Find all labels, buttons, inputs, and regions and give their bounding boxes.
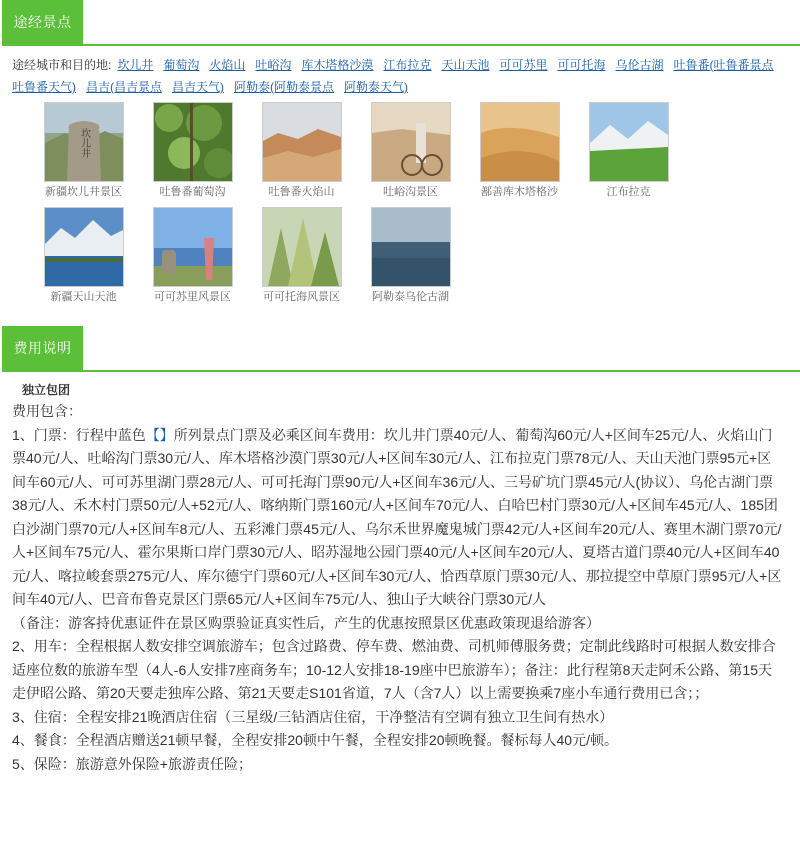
fee-section-tab[interactable]: 费用说明 bbox=[2, 326, 83, 370]
lake-snow-mountain-image bbox=[45, 208, 123, 286]
scenic-thumbnail-tuyugou[interactable] bbox=[371, 102, 451, 182]
desert-dune-image bbox=[481, 103, 559, 181]
fee-includes-label: 费用包含： bbox=[12, 403, 82, 419]
route-link-keke-suli[interactable]: 可可苏里 bbox=[499, 58, 548, 72]
scenic-caption[interactable]: 吐鲁番火焰山 bbox=[268, 186, 335, 198]
scenic-thumbnail-wulungu[interactable] bbox=[371, 207, 451, 287]
scenic-caption[interactable]: 吐峪沟景区 bbox=[383, 186, 438, 198]
route-label: 途经城市和目的地: bbox=[12, 58, 112, 72]
scenic-item bbox=[247, 207, 356, 312]
tuyugou-valley-image bbox=[372, 103, 450, 181]
route-link-tuyugou[interactable]: 吐峪沟 bbox=[255, 58, 292, 72]
route-link-huoyanshan[interactable]: 火焰山 bbox=[209, 58, 246, 72]
fee-section-header bbox=[2, 326, 800, 372]
flaming-mountain-image bbox=[263, 103, 341, 181]
scenic-caption[interactable]: 鄯善库木塔格沙 bbox=[481, 186, 558, 198]
fee-item-insurance: 5、保险：旅游意外保险+旅游责任险； bbox=[12, 755, 252, 772]
grape-vine-image bbox=[154, 103, 232, 181]
scenic-caption[interactable]: 阿勒泰乌伦古湖 bbox=[372, 291, 449, 303]
route-section-header bbox=[2, 0, 800, 46]
scenic-caption[interactable]: 可可托海风景区 bbox=[263, 291, 340, 303]
fee-item-tickets bbox=[12, 424, 782, 612]
scenic-item bbox=[356, 207, 465, 312]
route-link-wulungu-lake[interactable]: 乌伦古湖 bbox=[615, 58, 664, 72]
scenic-thumbnail-jiangbulake[interactable] bbox=[589, 102, 669, 182]
route-section-tab[interactable]: 途经景点 bbox=[2, 0, 83, 44]
blue-bracket-marker: 【】 bbox=[145, 426, 174, 443]
scenic-thumbnail-huoyanshan[interactable] bbox=[262, 102, 342, 182]
scenic-caption[interactable]: 江布拉克 bbox=[606, 186, 651, 198]
scenic-item bbox=[574, 102, 683, 207]
monument-text: 坎儿井 bbox=[78, 128, 89, 158]
scenic-item bbox=[29, 207, 138, 312]
scenic-caption[interactable]: 新疆天山天池 bbox=[50, 291, 117, 303]
scenic-thumbnail-kumtag[interactable] bbox=[480, 102, 560, 182]
fee-discount-note: （备注：游客持优惠证件在景区购票验证真实性后，产生的优惠按照景区优惠政策现退给游客） bbox=[12, 614, 600, 631]
scenic-thumbnail-tianchi[interactable] bbox=[44, 207, 124, 287]
scenic-thumbnail-kekesuli[interactable] bbox=[153, 207, 233, 287]
route-link-turpan-spots[interactable]: 吐鲁番(吐鲁番景点 bbox=[673, 58, 774, 72]
scenic-item bbox=[356, 102, 465, 207]
fee-item-hotel: 3、住宿：全程安排21晚酒店住宿（三星级/三钻酒店住宿，干净整洁有空调有独立卫生间有热水） bbox=[12, 708, 614, 725]
route-link-keke-tuohai[interactable]: 可可托海 bbox=[557, 58, 606, 72]
lake-stone-image bbox=[154, 208, 232, 286]
route-link-changji-spots[interactable]: 昌吉(昌吉景点 bbox=[86, 80, 162, 94]
forest-image bbox=[263, 208, 341, 286]
route-link-kumtag-desert[interactable]: 库木塔格沙漠 bbox=[301, 58, 374, 72]
scenic-item bbox=[247, 102, 356, 207]
scenic-item bbox=[465, 102, 574, 207]
route-link-kanerjing[interactable]: 坎儿井 bbox=[117, 58, 154, 72]
scenic-item bbox=[138, 102, 247, 207]
fee-item-tickets-detail: 所列景点门票及必乘区间车费用：坎儿井门票40元/人、葡萄沟60元/人+区间车25元/人、火焰山门票40元/人、吐峪沟门票30元/人、库木塔格沙漠门票30元/人+区间车30元/人、江布拉克门票78元/人、天山天池门票95元+区间车60元/人、可可苏里湖门票28元/人、可可托海门票90元/人+区间车36元/人、三号矿坑门票45元/人(协议）、乌伦古湖门票38元/人、禾木村门票50元/人+52元/人、喀纳斯门票160元/人+区间车70元/人、白哈巴村门票30元/人+区间车45元/人、185团白沙湖门票70元/人+区间车8元/人、五彩滩门票45元/人、乌尔禾世界魔鬼城门票42元/人+区间车20元/人、赛里木湖门票70元/人+区间车75元/人、霍尔果斯口岸门票30元/人、昭苏湿地公园门票40元/人+区间车20元/人、夏塔古道门票40元/人+区间车40元/人、喀拉峻套票275元/人、库尔德宁门票60元/人+区间车30元/人、恰西草原门票30元/人、那拉提空中草原门票95元/人+区间车40元/人、巴音布鲁克景区门票65元/人+区间车75元/人、独山子大峡谷门票30元/人 bbox=[12, 426, 782, 607]
fee-item-tickets-prefix: 1、门票：行程中蓝色 bbox=[12, 426, 146, 443]
lake-horizon-image bbox=[372, 208, 450, 286]
route-link-altay-weather[interactable]: 阿勒泰天气) bbox=[344, 80, 408, 94]
scenic-item bbox=[29, 102, 138, 207]
scenic-item bbox=[138, 207, 247, 312]
grassland-mountain-image bbox=[590, 103, 668, 181]
package-type: 独立包团 bbox=[22, 383, 71, 397]
fee-item-vehicle: 2、用车：全程根据人数安排空调旅游车；包含过路费、停车费、燃油费、司机师傅服务费；定制此线路时可根据人数安排合适座位数的旅游车型（4人-6人安排7座商务车；10-12人安排18-19座中巴旅游车）；备注：此行程第8天走阿禾公路、第15天走伊昭公路、第20天要走独库公路、第21天要走S101省道，7人（含7人）以上需要换乘7座小车通行费用已含；； bbox=[12, 638, 776, 701]
route-link-changji-weather[interactable]: 昌吉天气) bbox=[172, 80, 224, 94]
scenic-caption[interactable]: 新疆坎儿井景区 bbox=[45, 186, 122, 198]
scenic-caption[interactable]: 可可苏里风景区 bbox=[154, 291, 231, 303]
route-cities bbox=[2, 46, 800, 98]
scenic-thumbnail-putaogou[interactable] bbox=[153, 102, 233, 182]
stone-monument-image bbox=[45, 103, 123, 181]
route-link-jiangbulake[interactable]: 江布拉克 bbox=[383, 58, 432, 72]
fee-item-meals: 4、餐食：全程酒店赠送21顿早餐，全程安排20顿中午餐，全程安排20顿晚餐。餐标每人40元/顿。 bbox=[12, 732, 618, 748]
route-link-tianshan-tianchi[interactable]: 天山天池 bbox=[441, 58, 490, 72]
route-link-putaogou[interactable]: 葡萄沟 bbox=[163, 58, 200, 72]
route-link-turpan-weather[interactable]: 吐鲁番天气) bbox=[12, 80, 76, 94]
scenic-thumbnail-kanerjing[interactable] bbox=[44, 102, 124, 182]
scenic-caption[interactable]: 吐鲁番葡萄沟 bbox=[159, 186, 226, 198]
route-link-altay-spots[interactable]: 阿勒泰(阿勒泰景点 bbox=[234, 80, 334, 94]
scenic-gallery bbox=[2, 98, 782, 312]
scenic-thumbnail-keketuohai[interactable] bbox=[262, 207, 342, 287]
fee-details bbox=[2, 372, 792, 776]
